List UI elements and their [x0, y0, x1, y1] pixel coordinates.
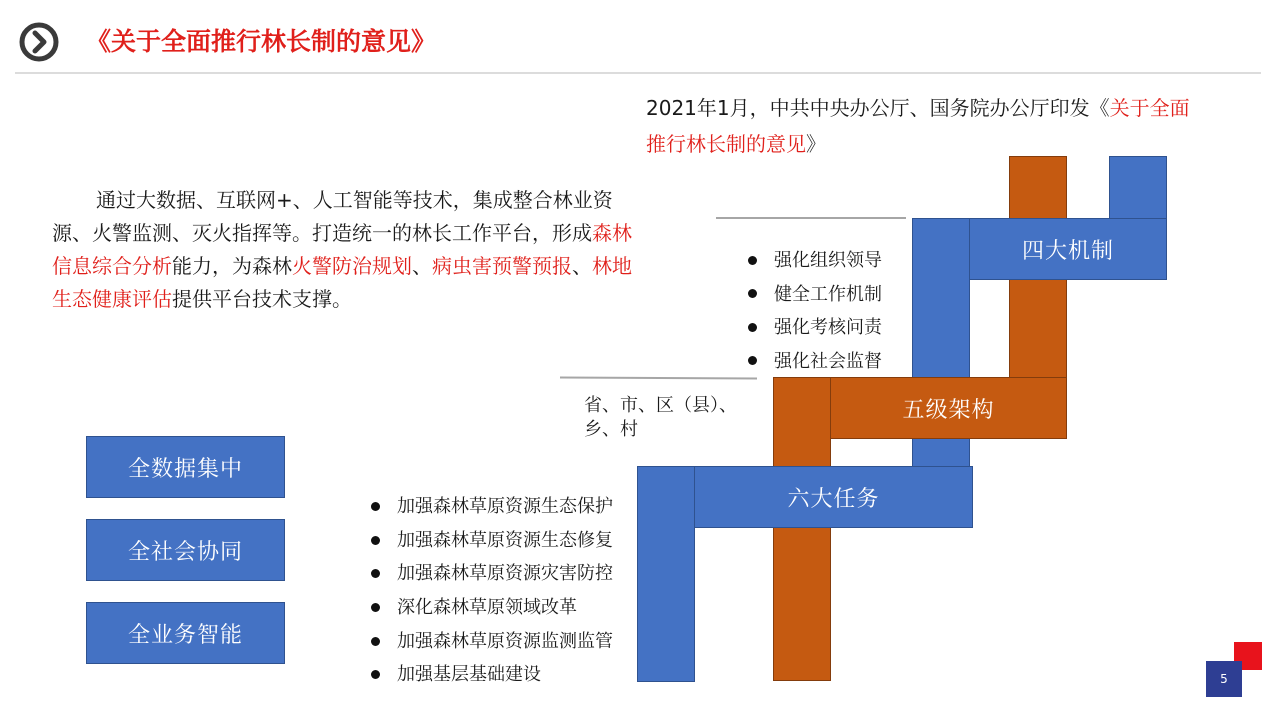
separator-line [716, 217, 906, 219]
para-highlight: 火警防治规划 [292, 254, 412, 278]
list-item: 健全工作机制 [746, 278, 882, 312]
separator-line [560, 376, 757, 379]
list-item: 深化森林草原领域改革 [369, 591, 613, 625]
note-text: 2021年1月，中共中央办公厅、国务院办公厅印发《 [646, 96, 1110, 120]
six-tasks-list [369, 490, 613, 692]
para-text: 能力，为森林 [172, 254, 292, 278]
description-paragraph [52, 184, 632, 316]
step-five-levels: 五级架构 [830, 377, 1067, 439]
header-divider [15, 72, 1261, 74]
step-six-tasks: 六大任务 [694, 466, 973, 528]
para-text: 、 [412, 254, 432, 278]
para-text: 通过大数据、互联网+、人工智能等技术，集成整合林业资源、火警监测、灭火指挥等。打造统一的林长工作平台，形成 [52, 188, 613, 245]
list-item: 加强森林草原资源灾害防控 [369, 557, 613, 591]
intro-note [646, 90, 1206, 162]
list-item: 加强森林草原资源监测监管 [369, 625, 613, 659]
list-item: 强化考核问责 [746, 311, 882, 345]
list-item: 强化社会监督 [746, 345, 882, 379]
para-highlight: 病虫害预警预报 [432, 254, 572, 278]
list-item: 加强基层基础建设 [369, 658, 613, 692]
box-full-data-centralization: 全数据集中 [86, 436, 285, 498]
list-item: 加强森林草原资源生态修复 [369, 524, 613, 558]
blue-vertical-bar-left [637, 466, 695, 682]
para-text: 提供平台技术支撑。 [172, 287, 352, 311]
orange-vertical-bar-bottom [773, 377, 831, 681]
list-item: 加强森林草原资源生态保护 [369, 490, 613, 524]
step-four-mechanisms: 四大机制 [969, 218, 1167, 280]
note-highlight: 关于全面推行林长制的意见 [646, 96, 1190, 156]
list-item: 强化组织领导 [746, 244, 882, 278]
para-highlight: 森林信息综合分析 [52, 221, 632, 278]
para-text: 、 [572, 254, 592, 278]
box-full-social-collaboration: 全社会协同 [86, 519, 285, 581]
blue-vertical-bar-right [1109, 156, 1167, 220]
four-mechanisms-list [746, 244, 882, 378]
page-number: 5 [1206, 661, 1242, 697]
five-levels-text: 省、市、区（县）、乡、村 [584, 395, 737, 440]
page-title: 《关于全面推行林长制的意见》 [86, 27, 437, 56]
chevron-right-circle-icon [19, 22, 59, 62]
note-suffix: 》 [806, 132, 826, 156]
para-highlight: 林地生态健康评估 [52, 254, 632, 311]
box-full-business-intelligence: 全业务智能 [86, 602, 285, 664]
